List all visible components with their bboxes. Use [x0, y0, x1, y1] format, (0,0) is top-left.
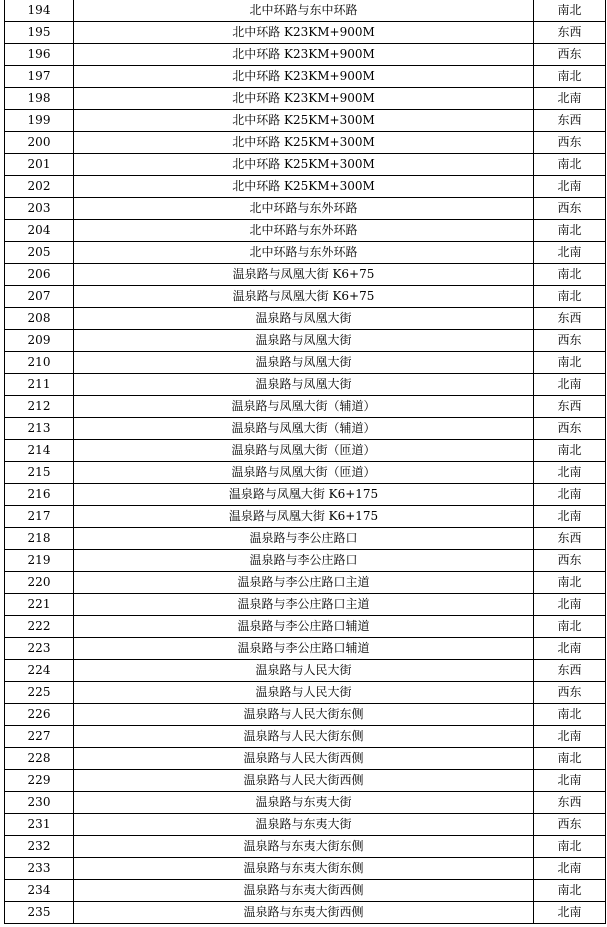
table-row [5, 242, 606, 264]
row-number-cell: 220 [5, 572, 74, 594]
row-number-cell: 229 [5, 770, 74, 792]
location-cell: 温泉路与凤凰大街 K6+75 [74, 264, 534, 286]
table-row [5, 484, 606, 506]
table-row [5, 770, 606, 792]
location-cell: 北中环路 K25KM+300M [74, 176, 534, 198]
direction-cell: 南北 [534, 66, 606, 88]
row-number-cell: 199 [5, 110, 74, 132]
row-number-cell: 216 [5, 484, 74, 506]
row-number-cell: 223 [5, 638, 74, 660]
table-row [5, 836, 606, 858]
row-number-cell: 221 [5, 594, 74, 616]
table-row [5, 572, 606, 594]
location-cell: 温泉路与凤凰大街 [74, 374, 534, 396]
location-cell: 温泉路与李公庄路口 [74, 550, 534, 572]
location-cell: 北中环路 K23KM+900M [74, 44, 534, 66]
location-cell: 北中环路 K23KM+900M [74, 66, 534, 88]
direction-cell: 东西 [534, 660, 606, 682]
direction-cell: 东西 [534, 22, 606, 44]
location-cell: 北中环路 K25KM+300M [74, 110, 534, 132]
location-cell: 北中环路与东外环路 [74, 198, 534, 220]
direction-cell: 北南 [534, 176, 606, 198]
direction-cell: 西东 [534, 418, 606, 440]
location-cell: 温泉路与人民大街 [74, 682, 534, 704]
table-row [5, 396, 606, 418]
direction-cell: 北南 [534, 594, 606, 616]
table-row [5, 88, 606, 110]
direction-cell: 南北 [534, 0, 606, 22]
row-number-cell: 194 [5, 0, 74, 22]
location-cell: 北中环路与东中环路 [74, 0, 534, 22]
direction-cell: 南北 [534, 880, 606, 902]
location-cell: 温泉路与人民大街东侧 [74, 726, 534, 748]
row-number-cell: 201 [5, 154, 74, 176]
table-row [5, 308, 606, 330]
table-row [5, 792, 606, 814]
table-row [5, 726, 606, 748]
table-row [5, 748, 606, 770]
direction-cell: 北南 [534, 726, 606, 748]
direction-cell: 北南 [534, 638, 606, 660]
direction-cell: 南北 [534, 264, 606, 286]
location-cell: 北中环路与东外环路 [74, 220, 534, 242]
table-row [5, 264, 606, 286]
table-row [5, 682, 606, 704]
direction-cell: 东西 [534, 110, 606, 132]
table-row [5, 418, 606, 440]
direction-cell: 北南 [534, 484, 606, 506]
location-cell: 温泉路与凤凰大街 [74, 330, 534, 352]
table-body [5, 0, 606, 924]
row-number-cell: 207 [5, 286, 74, 308]
direction-cell: 北南 [534, 88, 606, 110]
table-row [5, 154, 606, 176]
row-number-cell: 224 [5, 660, 74, 682]
direction-cell: 西东 [534, 550, 606, 572]
row-number-cell: 235 [5, 902, 74, 924]
row-number-cell: 196 [5, 44, 74, 66]
location-cell: 温泉路与东夷大街西侧 [74, 902, 534, 924]
location-cell: 温泉路与凤凰大街（匝道） [74, 462, 534, 484]
row-number-cell: 195 [5, 22, 74, 44]
table-row [5, 110, 606, 132]
table-row [5, 198, 606, 220]
direction-cell: 北南 [534, 462, 606, 484]
direction-cell: 南北 [534, 286, 606, 308]
row-number-cell: 230 [5, 792, 74, 814]
row-number-cell: 208 [5, 308, 74, 330]
row-number-cell: 231 [5, 814, 74, 836]
direction-cell: 北南 [534, 374, 606, 396]
table-row [5, 176, 606, 198]
table-row [5, 0, 606, 22]
location-cell: 温泉路与凤凰大街 K6+175 [74, 484, 534, 506]
location-cell: 温泉路与凤凰大街 [74, 308, 534, 330]
table-row [5, 44, 606, 66]
table-row [5, 286, 606, 308]
row-number-cell: 222 [5, 616, 74, 638]
location-cell: 北中环路与东外环路 [74, 242, 534, 264]
row-number-cell: 213 [5, 418, 74, 440]
location-cell: 温泉路与东夷大街东侧 [74, 858, 534, 880]
location-cell: 温泉路与李公庄路口主道 [74, 572, 534, 594]
direction-cell: 西东 [534, 682, 606, 704]
table-row [5, 594, 606, 616]
location-cell: 温泉路与人民大街西侧 [74, 748, 534, 770]
table-row [5, 616, 606, 638]
direction-cell: 北南 [534, 858, 606, 880]
direction-cell: 北南 [534, 770, 606, 792]
table-row [5, 66, 606, 88]
row-number-cell: 206 [5, 264, 74, 286]
location-cell: 温泉路与凤凰大街 K6+75 [74, 286, 534, 308]
location-cell: 温泉路与东夷大街东侧 [74, 836, 534, 858]
direction-cell: 西东 [534, 198, 606, 220]
direction-cell: 北南 [534, 902, 606, 924]
row-number-cell: 225 [5, 682, 74, 704]
row-number-cell: 202 [5, 176, 74, 198]
table-row [5, 660, 606, 682]
direction-cell: 西东 [534, 44, 606, 66]
row-number-cell: 198 [5, 88, 74, 110]
table-row [5, 462, 606, 484]
location-cell: 温泉路与东夷大街 [74, 814, 534, 836]
direction-cell: 南北 [534, 220, 606, 242]
table-row [5, 814, 606, 836]
intersection-table [4, 0, 606, 924]
direction-cell: 北南 [534, 506, 606, 528]
direction-cell: 西东 [534, 132, 606, 154]
row-number-cell: 203 [5, 198, 74, 220]
row-number-cell: 209 [5, 330, 74, 352]
direction-cell: 西东 [534, 330, 606, 352]
row-number-cell: 234 [5, 880, 74, 902]
direction-cell: 东西 [534, 396, 606, 418]
table-row [5, 330, 606, 352]
table-row [5, 22, 606, 44]
location-cell: 温泉路与人民大街东侧 [74, 704, 534, 726]
table-row [5, 506, 606, 528]
row-number-cell: 210 [5, 352, 74, 374]
direction-cell: 北南 [534, 242, 606, 264]
row-number-cell: 214 [5, 440, 74, 462]
direction-cell: 南北 [534, 748, 606, 770]
row-number-cell: 200 [5, 132, 74, 154]
row-number-cell: 197 [5, 66, 74, 88]
location-cell: 温泉路与凤凰大街 K6+175 [74, 506, 534, 528]
direction-cell: 东西 [534, 792, 606, 814]
table-row [5, 704, 606, 726]
table-row [5, 858, 606, 880]
location-cell: 温泉路与东夷大街 [74, 792, 534, 814]
location-cell: 温泉路与东夷大街西侧 [74, 880, 534, 902]
direction-cell: 东西 [534, 528, 606, 550]
table-row [5, 374, 606, 396]
row-number-cell: 228 [5, 748, 74, 770]
table-row [5, 528, 606, 550]
row-number-cell: 217 [5, 506, 74, 528]
row-number-cell: 204 [5, 220, 74, 242]
location-cell: 温泉路与李公庄路口主道 [74, 594, 534, 616]
table-row [5, 880, 606, 902]
direction-cell: 南北 [534, 836, 606, 858]
row-number-cell: 226 [5, 704, 74, 726]
location-cell: 温泉路与凤凰大街（辅道） [74, 396, 534, 418]
row-number-cell: 227 [5, 726, 74, 748]
location-cell: 北中环路 K23KM+900M [74, 88, 534, 110]
table-row [5, 132, 606, 154]
location-cell: 温泉路与凤凰大街（匝道） [74, 440, 534, 462]
table-row [5, 352, 606, 374]
row-number-cell: 212 [5, 396, 74, 418]
location-cell: 温泉路与人民大街西侧 [74, 770, 534, 792]
row-number-cell: 211 [5, 374, 74, 396]
direction-cell: 东西 [534, 308, 606, 330]
table-row [5, 902, 606, 924]
location-cell: 温泉路与凤凰大街 [74, 352, 534, 374]
row-number-cell: 219 [5, 550, 74, 572]
location-cell: 温泉路与李公庄路口 [74, 528, 534, 550]
table-row [5, 550, 606, 572]
location-cell: 温泉路与李公庄路口辅道 [74, 638, 534, 660]
table-row [5, 440, 606, 462]
location-cell: 北中环路 K25KM+300M [74, 154, 534, 176]
location-cell: 温泉路与人民大街 [74, 660, 534, 682]
row-number-cell: 215 [5, 462, 74, 484]
location-cell: 北中环路 K25KM+300M [74, 132, 534, 154]
direction-cell: 南北 [534, 704, 606, 726]
location-cell: 北中环路 K23KM+900M [74, 22, 534, 44]
direction-cell: 南北 [534, 154, 606, 176]
table-row [5, 220, 606, 242]
table-row [5, 638, 606, 660]
direction-cell: 南北 [534, 440, 606, 462]
direction-cell: 西东 [534, 814, 606, 836]
direction-cell: 南北 [534, 352, 606, 374]
row-number-cell: 218 [5, 528, 74, 550]
direction-cell: 南北 [534, 616, 606, 638]
row-number-cell: 205 [5, 242, 74, 264]
location-cell: 温泉路与李公庄路口辅道 [74, 616, 534, 638]
row-number-cell: 233 [5, 858, 74, 880]
row-number-cell: 232 [5, 836, 74, 858]
direction-cell: 南北 [534, 572, 606, 594]
location-cell: 温泉路与凤凰大街（辅道） [74, 418, 534, 440]
